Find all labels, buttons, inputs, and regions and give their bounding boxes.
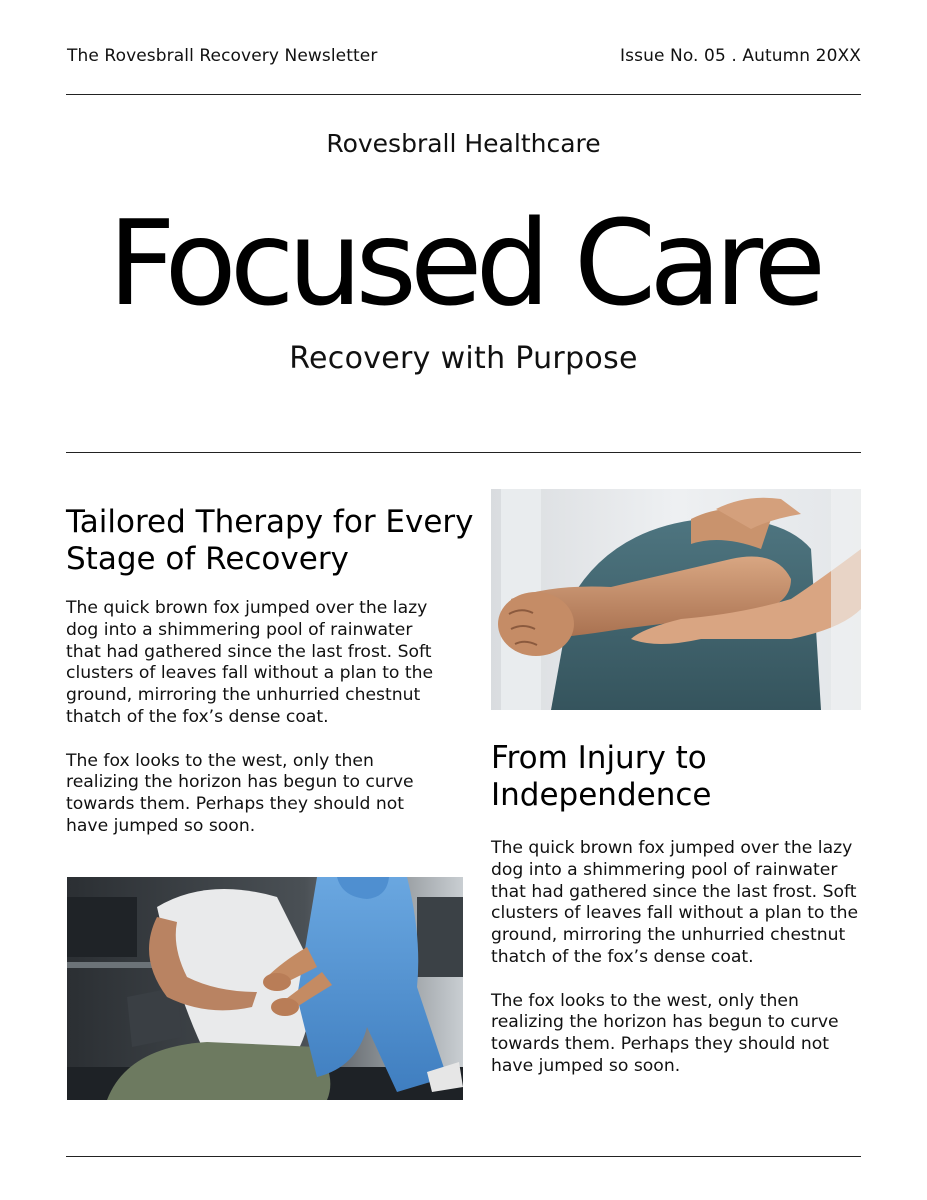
article-1-paragraph-2: The fox looks to the west, only then realizing the horizon has begun to curve towards them. Perhaps they should not have jumped so soon.	[66, 750, 414, 836]
issue-info: Issue No. 05 . Autumn 20XX	[620, 46, 861, 66]
header-divider	[66, 94, 861, 95]
footer-divider	[66, 1156, 861, 1157]
masthead-title: Focused Care	[107, 194, 820, 332]
article-2-heading-wrap	[491, 740, 861, 814]
article-1-heading-wrap	[66, 504, 486, 578]
article-2-body	[491, 838, 861, 1100]
masthead-tagline: Recovery with Purpose	[289, 341, 638, 376]
organization-name: Rovesbrall Healthcare	[326, 129, 601, 158]
article-1-body	[66, 598, 446, 860]
article-2-heading: From Injury to Independence	[491, 740, 712, 813]
article-2-paragraph-1: The quick brown fox jumped over the lazy dog into a shimmering pool of rainwater that had gathered since the last frost. Soft clusters of leaves fall without a plan to the ground, mirroring the unhurried chestnut thatch of the fox’s dense coat.	[491, 838, 859, 967]
arm-therapy-photo	[491, 489, 861, 710]
article-1-heading: Tailored Therapy for Every Stage of Recovery	[66, 504, 474, 577]
back-therapy-photo	[67, 877, 463, 1100]
masthead-divider	[66, 452, 861, 453]
article-1-paragraph-1: The quick brown fox jumped over the lazy dog into a shimmering pool of rainwater that had gathered since the last frost. Soft clusters of leaves fall without a plan to the ground, mirroring the unhurried chestnut thatch of the fox’s dense coat.	[66, 598, 434, 727]
article-2-paragraph-2: The fox looks to the west, only then realizing the horizon has begun to curve towards them. Perhaps they should not have jumped so soon.	[491, 990, 839, 1076]
newsletter-name: The Rovesbrall Recovery Newsletter	[67, 46, 378, 66]
